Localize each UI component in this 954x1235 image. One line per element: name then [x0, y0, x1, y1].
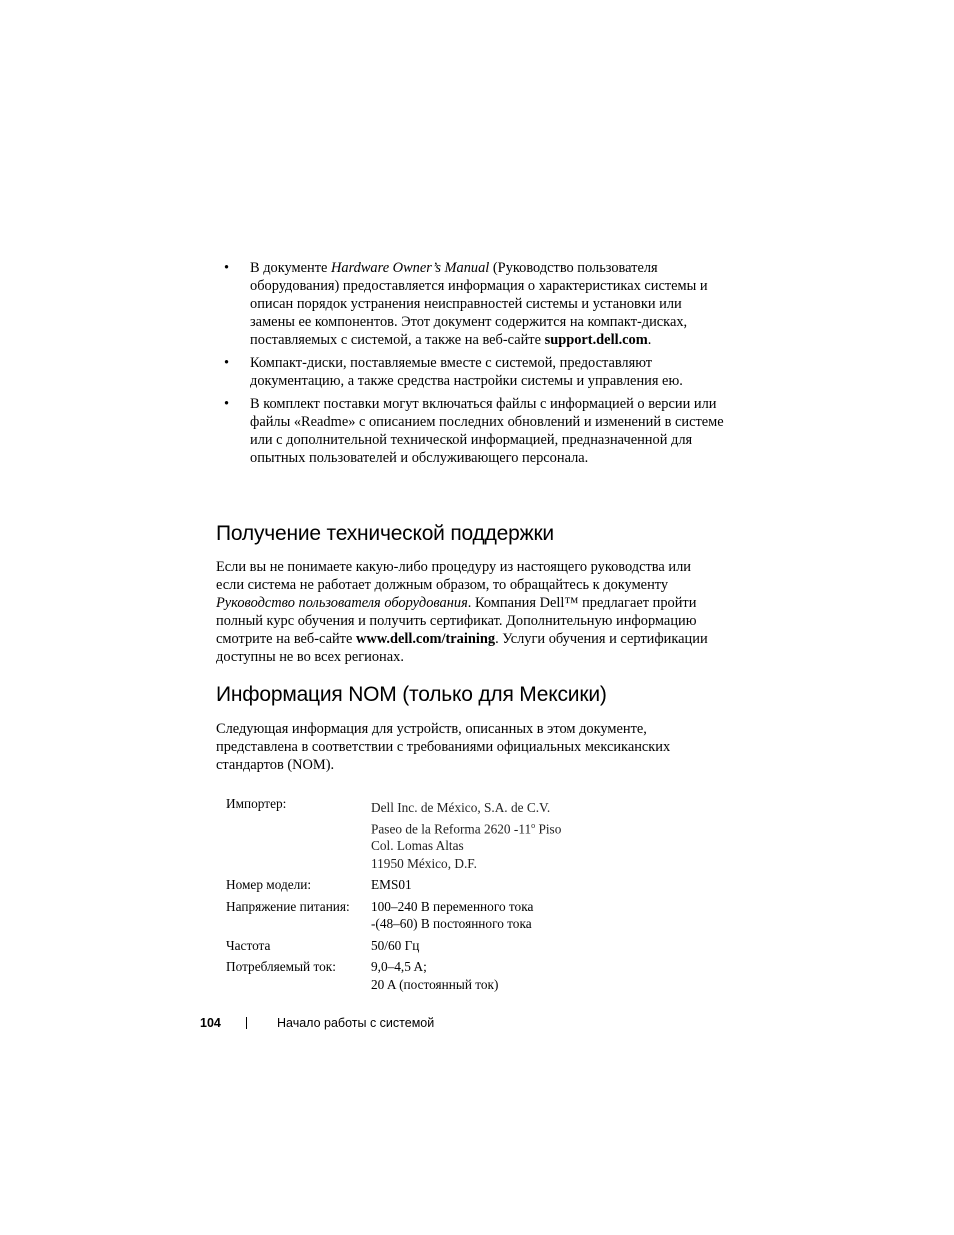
nom-row-current [226, 958, 706, 993]
nom-intro: Следующая информация для устройств, описанных в этом документе, представлена в соответствии с требованиями официальных мексиканских стандартов (NOM). [216, 721, 671, 773]
importer-label: Импортер: [226, 796, 287, 811]
voltage-value: 100–240 В переменного тока -(48–60) В постоянного тока [371, 898, 534, 932]
nom-row-importer [226, 795, 706, 872]
importer-value: Dell Inc. de México, S.A. de C.V. Paseo de la Reforma 2620 -11$^o$ Piso Col. Lomas Altas 11950 México, D.F. [371, 800, 562, 871]
page-footer [200, 1016, 434, 1030]
nom-table [226, 795, 706, 997]
nom-row-model [226, 876, 706, 894]
bullet-item [224, 259, 724, 349]
bullet-item [224, 354, 724, 390]
support-site-link[interactable]: support.dell.com [544, 332, 648, 348]
bullet-text: В документе Hardware Owner’s Manual (Руководство пользователя оборудования) предоставляется информация о характеристиках системы и описан порядок устранения неисправностей системы и установки или замены ее компонентов. Этот документ содержится на компакт-дисках, поставляемых с системой, а также на веб-сайте support.dell.com. [250, 260, 708, 348]
bullet-text: Компакт-диски, поставляемые вместе с системой, предоставляют документацию, а также средства настройки системы и управления ею. [250, 355, 683, 389]
frequency-value: 50/60 Гц [371, 937, 420, 953]
training-site-link[interactable]: www.dell.com/training [355, 631, 496, 647]
model-label: Номер модели: [226, 877, 312, 893]
page-number: 104 [200, 1016, 221, 1030]
support-heading: Получение технической поддержки [216, 522, 554, 545]
bullet-dot-icon: • [224, 260, 230, 276]
bullet-text: В комплект поставки могут включаться файлы с информацией о версии или файлы «Readme» с описанием последних обновлений и изменений в системе или с дополнительной технической информацией, предназначенной для опытных пользователей и обслуживающего персонала. [250, 396, 724, 466]
nom-row-voltage [226, 898, 706, 933]
bullet-list [224, 259, 724, 472]
support-paragraph: Если вы не понимаете какую-либо процедуру из настоящего руководства или если система не работает должным образом, то обращайтесь к документу Руководство пользователя оборудования. Компания Dell™ предлагает пройти полный курс обучения и получить сертификат. Дополнительную информацию смотрите на веб-сайте www.dell.com/training. Услуги обучения и сертификации доступны не во всех регионах. [216, 559, 708, 665]
nom-row-frequency [226, 937, 706, 955]
footer-separator [246, 1017, 247, 1029]
current-value: 9,0–4,5 A; 20 A (постоянный ток) [371, 959, 499, 992]
nom-heading: Информация NOM (только для Мексики) [216, 683, 607, 706]
bullet-item [224, 395, 724, 467]
model-value: EMS01 [371, 877, 412, 893]
chapter-title: Начало работы с системой [277, 1016, 435, 1030]
bullet-dot-icon: • [224, 355, 230, 371]
voltage-label: Напряжение питания: [226, 898, 350, 914]
current-label: Потребляемый ток: [226, 959, 336, 975]
frequency-label: Частота [226, 937, 271, 953]
bullet-dot-icon: • [224, 396, 230, 412]
